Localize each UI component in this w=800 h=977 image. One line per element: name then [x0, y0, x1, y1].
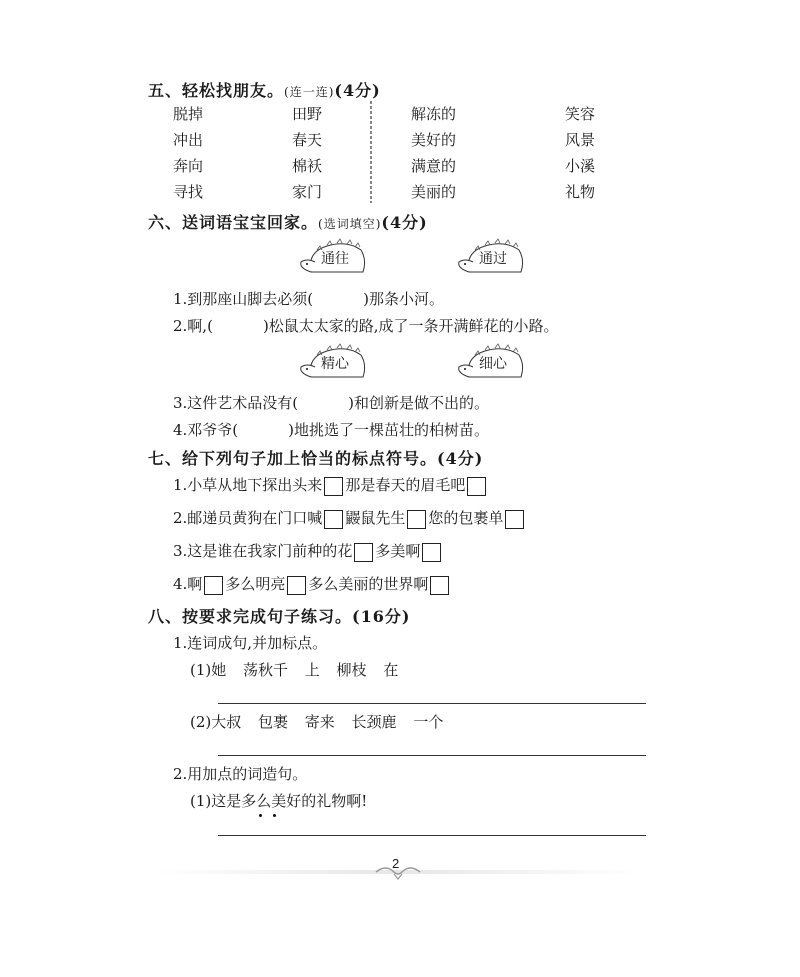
- task2-item1: (1)这是多么美好的礼物啊!: [190, 792, 368, 810]
- punct-sentence-4: 4.啊 多么明亮 多么美丽的世界啊: [173, 573, 451, 595]
- fill-question-1: 1.到那座山脚去必须( )那条小河。: [173, 290, 445, 308]
- match-left-target-3[interactable]: 棉袄: [292, 157, 323, 175]
- task1-label: 1.连词成句,并加标点。: [173, 634, 328, 652]
- punct-sentence-3: 3.这是谁在我家门前种的花 多美啊: [173, 540, 443, 562]
- punct-box[interactable]: [407, 510, 426, 529]
- answer-line-1[interactable]: [218, 703, 646, 704]
- match-left-word-2[interactable]: 冲出: [173, 131, 204, 149]
- word-option-tongwang: 通往: [321, 251, 349, 267]
- section8-heading: 八、按要求完成句子练习。(16分): [148, 607, 411, 626]
- word-card-3: [297, 343, 369, 383]
- punct-box[interactable]: [204, 576, 223, 595]
- section6-heading: 六、送词语宝宝回家。(选词填空)(4分): [148, 213, 428, 232]
- match-right-word-1[interactable]: 解冻的: [411, 105, 457, 123]
- word-option-xixin: 细心: [479, 356, 507, 372]
- word-option-jingxin: 精心: [321, 356, 349, 372]
- punct-box[interactable]: [430, 576, 449, 595]
- task2-label: 2.用加点的词造句。: [173, 765, 308, 783]
- word-card-2: [455, 238, 527, 278]
- fill-question-3: 3.这件艺术品没有( )和创新是做不出的。: [173, 394, 490, 412]
- punct-box[interactable]: [324, 477, 343, 496]
- match-left-word-4[interactable]: 寻找: [173, 183, 204, 201]
- match-right-target-2[interactable]: 风景: [565, 131, 596, 149]
- task1-item2: (2)大叔 包裹 寄来 长颈鹿 一个: [190, 713, 444, 731]
- punct-box[interactable]: [354, 543, 373, 562]
- section5-heading: 五、轻松找朋友。(连一连)(4分): [148, 81, 381, 100]
- page-ornament-icon: [374, 866, 422, 880]
- match-left-target-2[interactable]: 春天: [292, 131, 323, 149]
- word-option-tongguo: 通过: [479, 251, 507, 267]
- emphasis-dot: [273, 814, 276, 817]
- word-card-1: [297, 238, 369, 278]
- punct-box[interactable]: [324, 510, 343, 529]
- punct-box[interactable]: [467, 477, 486, 496]
- match-left-target-4[interactable]: 家门: [292, 183, 323, 201]
- match-right-word-4[interactable]: 美丽的: [411, 183, 457, 201]
- punct-sentence-1: 1.小草从地下探出头来 那是春天的眉毛吧: [173, 474, 488, 496]
- match-right-target-1[interactable]: 笑容: [565, 105, 596, 123]
- match-left-target-1[interactable]: 田野: [292, 105, 323, 123]
- page-number: 2: [392, 856, 400, 871]
- match-right-word-2[interactable]: 美好的: [411, 131, 457, 149]
- word-card-4: [455, 343, 527, 383]
- answer-line-2[interactable]: [218, 755, 646, 756]
- answer-line-3[interactable]: [218, 835, 646, 836]
- punct-box[interactable]: [505, 510, 524, 529]
- emphasis-dot: [259, 814, 262, 817]
- match-right-word-3[interactable]: 满意的: [411, 157, 457, 175]
- match-left-word-1[interactable]: 脱掉: [173, 105, 204, 123]
- match-right-target-3[interactable]: 小溪: [565, 157, 596, 175]
- fill-question-2: 2.啊,( )松鼠太太家的路,成了一条开满鲜花的小路。: [173, 317, 559, 335]
- column-divider: [367, 101, 375, 203]
- match-left-word-3[interactable]: 奔向: [173, 157, 204, 175]
- punct-box[interactable]: [287, 576, 306, 595]
- punct-sentence-2: 2.邮递员黄狗在门口喊 鼹鼠先生 您的包裹单: [173, 507, 526, 529]
- punct-box[interactable]: [422, 543, 441, 562]
- section7-heading: 七、给下列句子加上恰当的标点符号。(4分): [148, 449, 484, 468]
- fill-question-4: 4.邓爷爷( )地挑选了一棵茁壮的柏树苗。: [173, 421, 490, 439]
- task1-item1: (1)她 荡秋千 上 柳枝 在: [190, 661, 399, 679]
- match-right-target-4[interactable]: 礼物: [565, 183, 596, 201]
